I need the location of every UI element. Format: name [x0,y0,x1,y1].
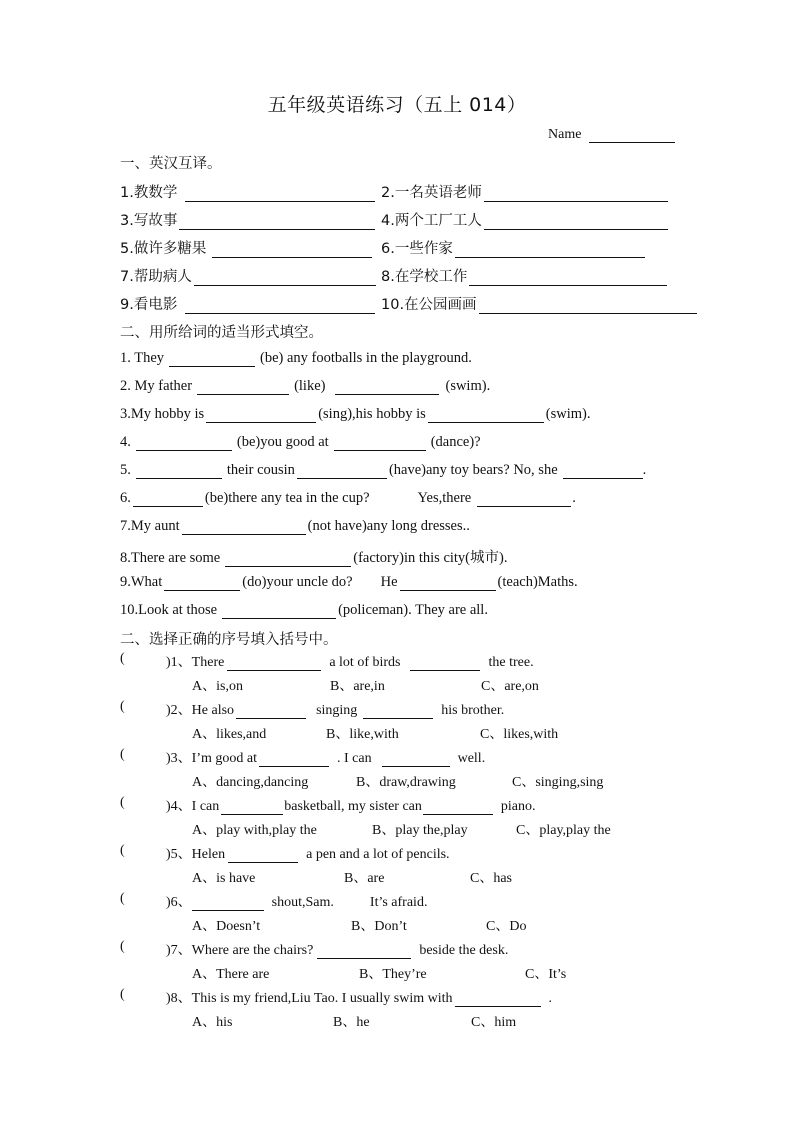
answer-blank[interactable] [227,656,321,671]
section2-heading: 二、用所给词的适当形式填空。 [120,325,323,341]
answer-blank[interactable] [469,271,667,286]
answer-paren[interactable]: ( [120,987,125,1002]
translation-item: 2.一名英语老师 [381,185,482,201]
answer-blank[interactable] [563,464,643,479]
answer-blank[interactable] [133,492,203,507]
translation-item: 5.做许多糖果 [120,241,207,257]
option-a[interactable]: A、is,on [192,679,243,694]
translation-item: 10.在公园画画 [381,297,477,313]
section3-heading: 二、选择正确的序号填入括号中。 [120,632,338,648]
option-b[interactable]: B、he [333,1015,370,1030]
option-b[interactable]: B、are [344,871,385,886]
answer-blank[interactable] [228,848,298,863]
fill-item-5: 5. their cousin (have)any toy bears? No, she . [120,462,647,478]
answer-blank[interactable] [477,492,571,507]
answer-paren[interactable]: ( [120,843,125,858]
fill-item-4: 4. (be)you good at (dance)? [120,434,481,450]
answer-blank[interactable] [382,752,450,767]
answer-blank[interactable] [221,800,283,815]
option-a[interactable]: A、Doesn’t [192,919,261,934]
option-b[interactable]: B、draw,drawing [356,775,456,790]
translation-item: 1.教数学 [120,185,178,201]
option-c[interactable]: C、has [470,871,512,886]
answer-blank[interactable] [185,299,375,314]
answer-blank[interactable] [335,380,439,395]
translation-item: 9.看电影 [120,297,178,313]
fill-item-2: 2. My father (like) (swim). [120,378,491,394]
answer-blank[interactable] [363,704,433,719]
answer-blank[interactable] [259,752,329,767]
answer-blank[interactable] [455,243,645,258]
answer-blank[interactable] [206,408,316,423]
option-c[interactable]: C、play,play the [516,823,611,838]
fill-item-3: 3.My hobby is (sing),his hobby is (swim). [120,406,591,422]
answer-blank[interactable] [185,187,375,202]
option-a[interactable]: A、his [192,1015,233,1030]
answer-blank[interactable] [479,299,697,314]
answer-paren[interactable]: ( [120,651,125,666]
fill-item-7: 7.My aunt (not have)any long dresses.. [120,518,470,534]
translation-item: 4.两个工厂工人 [381,213,482,229]
option-c[interactable]: C、likes,with [480,727,559,742]
answer-blank[interactable] [455,992,541,1007]
fill-item-9: 9.What (do)your uncle do? He (teach)Maths. [120,574,578,590]
translation-item: 8.在学校工作 [381,269,468,285]
answer-blank[interactable] [423,800,493,815]
option-b[interactable]: B、are,in [330,679,385,694]
option-a[interactable]: A、is have [192,871,256,886]
option-c[interactable]: C、him [471,1015,517,1030]
answer-blank[interactable] [179,215,375,230]
option-b[interactable]: B、play the,play [372,823,468,838]
translation-item: 6.一些作家 [381,241,453,257]
answer-blank[interactable] [428,408,544,423]
worksheet-page: 五年级英语练习（五上 014） Name 一、英汉互译。 1.教数学 2.一名英语老师 3.写故事 4.两个工厂工人 5.做许多糖果 6.一些作家 7.帮助病人 8.在学校工作 9.看电影 10.在公园画画 二、用所给词的适当形式填空。 1. They (be) any footballs in the playground. 2. My father (like) (swim). 3.My hobby is (sing),his hobby is (swim). 4. (be)you good at (dance)? 5. their cousin (have)any toy bears? No, she . 6. (be)there any tea in the cup? Yes,there . 7.My aunt (not have)any long dresses.. 8.There are some (factory)in this city(城市). 9.What (do)your uncle do? He (teach)Maths. 10.Look at those (policeman). They are all. 二、选择正确的序号填入括号中。 ( )1、There a lot of birds the tree. A、is,on B、are,in C、are,on ( )2、He also singing his brother. A、likes,and B、like,with C、likes,with ( )3、I’m good at . I can well. A、dancing,dancing B、draw,drawing C、singing,sing ( )4、I can basketball, my sister can piano. A、play with,play the B、play the,play C、play,play the ( )5、Helen a pen and a lot of pencils. A、is have B、are C、has ( )6、 shout,Sam. It’s afraid. A、Doesn’t B、Don’t C、Do ( )7、Where are the chairs? beside the desk. A、There are B、They’re C、It’s ( )8、This is my friend,Liu Tao. I usually swim with . A、his B、he C、him [0,0,794,1123]
answer-blank[interactable] [182,520,306,535]
name-label: Name [548,127,582,142]
option-b[interactable]: B、Don’t [351,919,407,934]
answer-blank[interactable] [297,464,387,479]
fill-item-8: 8.There are some (factory)in this city(城市). [120,550,508,566]
answer-paren[interactable]: ( [120,939,125,954]
fill-item-6: 6. (be)there any tea in the cup? Yes,there . [120,490,576,506]
option-a[interactable]: A、likes,and [192,727,267,742]
option-a[interactable]: A、dancing,dancing [192,775,309,790]
answer-blank[interactable] [236,704,306,719]
answer-blank[interactable] [192,896,264,911]
option-b[interactable]: B、like,with [326,727,399,742]
answer-blank[interactable] [197,380,289,395]
answer-blank[interactable] [194,271,376,286]
name-field [548,127,675,143]
answer-blank[interactable] [484,187,668,202]
option-a[interactable]: A、play with,play the [192,823,317,838]
fill-item-1: 1. They (be) any footballs in the playground. [120,350,472,366]
section1-heading: 一、英汉互译。 [120,156,222,172]
answer-blank[interactable] [225,552,351,567]
answer-paren[interactable]: ( [120,795,125,810]
answer-blank[interactable] [136,436,232,451]
answer-paren[interactable]: ( [120,699,125,714]
option-c[interactable]: C、singing,sing [512,775,604,790]
answer-blank[interactable] [317,944,411,959]
answer-blank[interactable] [484,215,668,230]
option-b[interactable]: B、They’re [359,967,427,982]
answer-paren[interactable]: ( [120,747,125,762]
answer-blank[interactable] [222,604,336,619]
answer-blank[interactable] [136,464,222,479]
page-title: 五年级英语练习（五上 014） [267,94,527,116]
answer-blank[interactable] [334,436,426,451]
translation-item: 3.写故事 [120,213,178,229]
answer-blank[interactable] [169,352,255,367]
option-c[interactable]: C、It’s [525,967,567,982]
answer-blank[interactable] [400,576,496,591]
translation-item: 7.帮助病人 [120,269,192,285]
option-c[interactable]: C、Do [486,919,527,934]
option-a[interactable]: A、There are [192,967,270,982]
answer-blank[interactable] [164,576,240,591]
fill-item-10: 10.Look at those (policeman). They are all. [120,602,488,618]
answer-paren[interactable]: ( [120,891,125,906]
answer-blank[interactable] [410,656,480,671]
option-c[interactable]: C、are,on [481,679,539,694]
name-blank[interactable] [589,130,675,143]
answer-blank[interactable] [212,243,372,258]
